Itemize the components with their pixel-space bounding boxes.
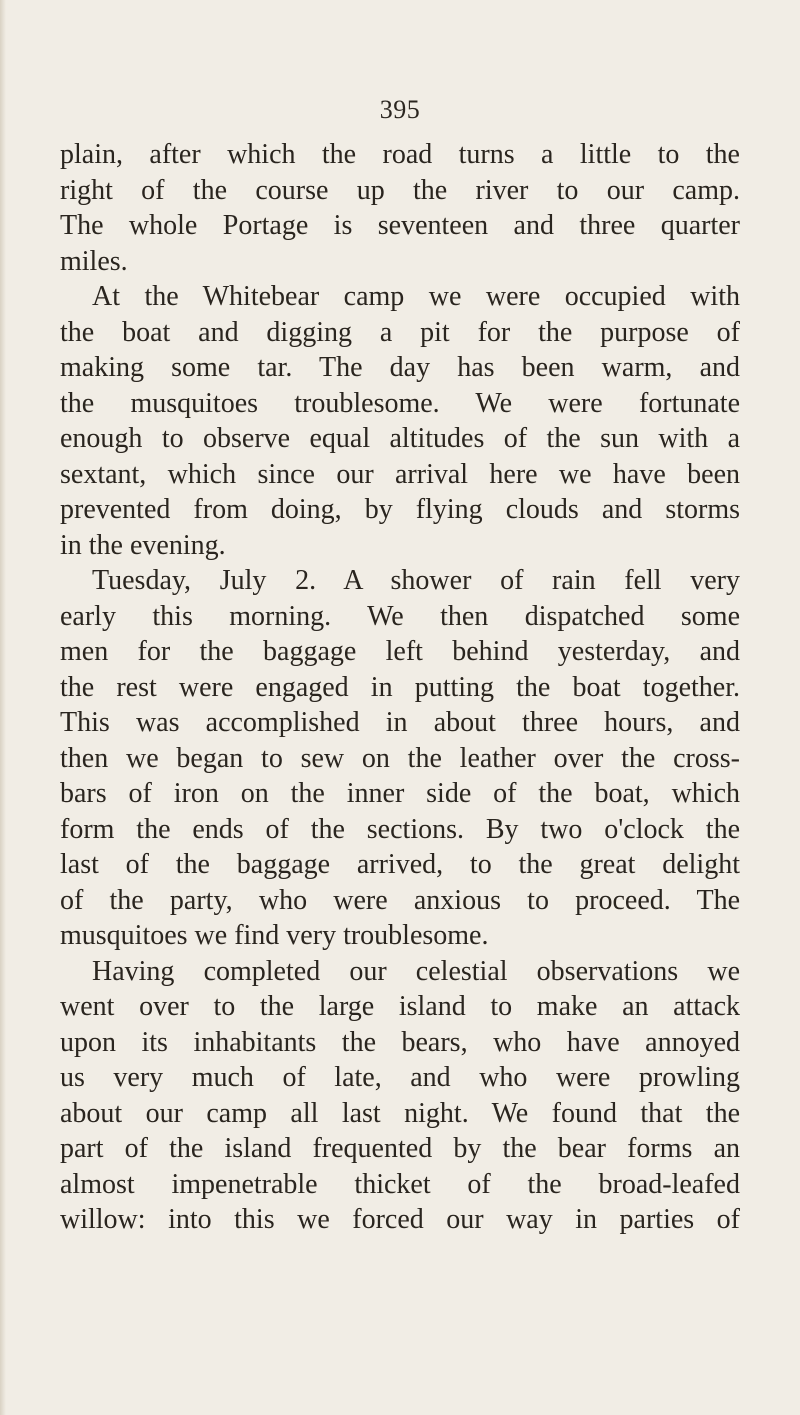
text-line: the musquitoes troublesome. We were fortunate [60, 387, 740, 419]
text-line: making some tar. The day has been warm, and [60, 352, 740, 383]
text-line: then we began to sew on the leather over the cross- [60, 742, 740, 774]
text-line: enough to observe equal altitudes of the sun with a [60, 423, 740, 454]
text-line: prevented from doing, by flying clouds and storms [60, 494, 740, 525]
text-line: bars of iron on the inner side of the boat, which [60, 778, 740, 809]
page-binding-shadow [0, 0, 6, 1415]
paragraph-start-line: Tuesday, July 2. A shower of rain fell very [92, 565, 740, 596]
text-line: right of the course up the river to our camp. [60, 174, 740, 206]
text-line: almost impenetrable thicket of the broad-leafed [60, 1168, 740, 1200]
text-line: plain, after which the road turns a little to the [60, 139, 740, 170]
page-number: 395 [379, 95, 421, 124]
text-line: miles. [60, 245, 128, 277]
text-line: form the ends of the sections. By two o'clock the [60, 813, 740, 845]
text-line: about our camp all last night. We found that the [60, 1097, 740, 1129]
text-line: This was accomplished in about three hours, and [60, 707, 740, 738]
text-line: went over to the large island to make an attack [60, 991, 740, 1022]
paragraph-start-line: Having completed our celestial observations we [92, 955, 740, 987]
text-line: of the party, who were anxious to proceed. The [60, 884, 740, 916]
text-line: last of the baggage arrived, to the great delight [60, 849, 740, 880]
text-line: the boat and digging a pit for the purpose of [60, 316, 740, 348]
text-line: part of the island frequented by the bear forms an [60, 1133, 740, 1164]
text-line: sextant, which since our arrival here we have been [60, 458, 740, 490]
body-text [60, 137, 740, 1238]
text-line: willow: into this we forced our way in parties of [60, 1204, 740, 1235]
text-line: in the evening. [60, 529, 226, 561]
paragraph-start-line: At the Whitebear camp we were occupied with [92, 281, 740, 312]
text-line: early this morning. We then dispatched some [60, 600, 740, 632]
text-line: The whole Portage is seventeen and three quarter [60, 210, 740, 241]
text-line: the rest were engaged in putting the boat together. [60, 671, 740, 703]
text-line: musquitoes we find very troublesome. [60, 920, 489, 951]
text-line: men for the baggage left behind yesterday, and [60, 636, 740, 667]
text-line: upon its inhabitants the bears, who have annoyed [60, 1026, 740, 1058]
text-line: us very much of late, and who were prowling [60, 1062, 740, 1093]
